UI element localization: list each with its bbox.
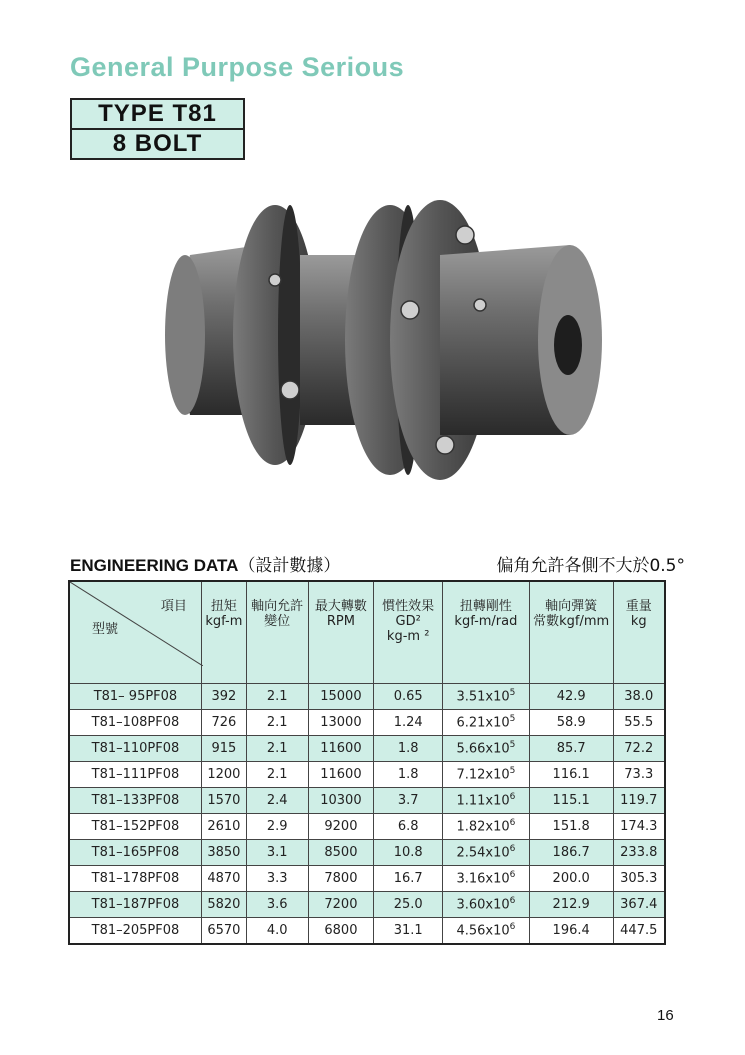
- cell-torque: 3850: [201, 840, 246, 866]
- table-row: [69, 892, 665, 918]
- engineering-data-table: [68, 580, 666, 945]
- engineering-data-heading: [70, 551, 340, 576]
- cell-torque: 2610: [201, 814, 246, 840]
- cell-axial: 2.4: [246, 788, 308, 814]
- cell-gd2: 10.8: [374, 840, 443, 866]
- cell-axial: 3.3: [246, 866, 308, 892]
- cell-gd2: 25.0: [374, 892, 443, 918]
- cell-stiff: $4.56x10^6$: [443, 918, 530, 945]
- cell-gd2: 1.8: [374, 736, 443, 762]
- cell-weight: 233.8: [613, 840, 665, 866]
- cell-spring: 85.7: [529, 736, 613, 762]
- corner-item-label: 項目: [160, 599, 187, 614]
- cell-gd2: 16.7: [374, 866, 443, 892]
- cell-rpm: 9200: [308, 814, 374, 840]
- table-row: [69, 788, 665, 814]
- table-row: [69, 684, 665, 710]
- cell-torque: 6570: [201, 918, 246, 945]
- misalignment-note: 偏角允許各側不大於0.5°: [496, 556, 685, 576]
- cell-gd2: 1.8: [374, 762, 443, 788]
- cell-spring: 115.1: [529, 788, 613, 814]
- corner-diagonal: [70, 582, 203, 666]
- cell-weight: 119.7: [613, 788, 665, 814]
- cell-model: T81–165PF08: [69, 840, 201, 866]
- header-rpm: 最大轉數 RPM: [308, 581, 374, 684]
- type-box: [70, 98, 245, 160]
- table-row: [69, 814, 665, 840]
- header-torque: 扭矩 kgf-m: [201, 581, 246, 684]
- bolt-label: 8 BOLT: [72, 128, 243, 158]
- page-number: 16: [657, 1007, 674, 1024]
- table-header-row: [69, 581, 665, 684]
- table-row: [69, 710, 665, 736]
- cell-rpm: 7800: [308, 866, 374, 892]
- cell-axial: 2.1: [246, 736, 308, 762]
- heading-en: ENGINEERING DATA: [70, 556, 239, 575]
- table-row: [69, 840, 665, 866]
- heading-cn: （設計數據）: [238, 556, 341, 576]
- type-label: TYPE T81: [98, 100, 217, 127]
- table-row: [69, 866, 665, 892]
- cell-torque: 915: [201, 736, 246, 762]
- cell-spring: 116.1: [529, 762, 613, 788]
- cell-stiff: $3.60x10^6$: [443, 892, 530, 918]
- cell-model: T81– 95PF08: [69, 684, 201, 710]
- cell-gd2: 31.1: [374, 918, 443, 945]
- cell-torque: 392: [201, 684, 246, 710]
- cell-spring: 200.0: [529, 866, 613, 892]
- corner-model-label: 型號: [92, 622, 119, 637]
- cell-spring: 186.7: [529, 840, 613, 866]
- cell-weight: 447.5: [613, 918, 665, 945]
- header-stiffness: 扭轉剛性 kgf-m/rad: [443, 581, 530, 684]
- cell-model: T81–108PF08: [69, 710, 201, 736]
- header-gd2: 慣性效果 GD² kg-m ²: [374, 581, 443, 684]
- cell-weight: 72.2: [613, 736, 665, 762]
- cell-stiff: $3.51x10^5$: [443, 684, 530, 710]
- header-axial: 軸向允許 變位: [246, 581, 308, 684]
- cell-axial: 2.1: [246, 684, 308, 710]
- cell-gd2: 6.8: [374, 814, 443, 840]
- cell-stiff: $1.82x10^6$: [443, 814, 530, 840]
- cell-axial: 3.1: [246, 840, 308, 866]
- cell-rpm: 8500: [308, 840, 374, 866]
- cell-model: T81–205PF08: [69, 918, 201, 945]
- cell-gd2: 3.7: [374, 788, 443, 814]
- cell-weight: 367.4: [613, 892, 665, 918]
- cell-torque: 1570: [201, 788, 246, 814]
- cell-model: T81–110PF08: [69, 736, 201, 762]
- cell-weight: 55.5: [613, 710, 665, 736]
- cell-rpm: 11600: [308, 762, 374, 788]
- cell-weight: 73.3: [613, 762, 665, 788]
- cell-model: T81–187PF08: [69, 892, 201, 918]
- table-row: [69, 736, 665, 762]
- cell-rpm: 10300: [308, 788, 374, 814]
- cell-rpm: 13000: [308, 710, 374, 736]
- cell-weight: 38.0: [613, 684, 665, 710]
- cell-spring: 58.9: [529, 710, 613, 736]
- cell-weight: 305.3: [613, 866, 665, 892]
- cell-axial: 2.1: [246, 710, 308, 736]
- cell-stiff: $3.16x10^6$: [443, 866, 530, 892]
- table-row: [69, 918, 665, 945]
- cell-torque: 5820: [201, 892, 246, 918]
- cell-rpm: 15000: [308, 684, 374, 710]
- cell-model: T81–133PF08: [69, 788, 201, 814]
- cell-rpm: 7200: [308, 892, 374, 918]
- cell-axial: 4.0: [246, 918, 308, 945]
- cell-torque: 4870: [201, 866, 246, 892]
- coupling-image: [150, 185, 610, 515]
- cell-axial: 3.6: [246, 892, 308, 918]
- cell-stiff: $2.54x10^6$: [443, 840, 530, 866]
- cell-rpm: 6800: [308, 918, 374, 945]
- cell-spring: 42.9: [529, 684, 613, 710]
- cell-gd2: 0.65: [374, 684, 443, 710]
- cell-stiff: $6.21x10^5$: [443, 710, 530, 736]
- table-row: [69, 762, 665, 788]
- cell-gd2: 1.24: [374, 710, 443, 736]
- cell-stiff: $1.11x10^6$: [443, 788, 530, 814]
- cell-model: T81–111PF08: [69, 762, 201, 788]
- cell-stiff: $7.12x10^5$: [443, 762, 530, 788]
- cell-rpm: 11600: [308, 736, 374, 762]
- cell-axial: 2.1: [246, 762, 308, 788]
- cell-spring: 212.9: [529, 892, 613, 918]
- header-corner: [69, 581, 201, 684]
- page-title: General Purpose Serious: [70, 52, 405, 82]
- cell-spring: 196.4: [529, 918, 613, 945]
- header-spring: 軸向彈簧 常數kgf/mm: [529, 581, 613, 684]
- cell-weight: 174.3: [613, 814, 665, 840]
- cell-model: T81–152PF08: [69, 814, 201, 840]
- cell-model: T81–178PF08: [69, 866, 201, 892]
- cell-torque: 726: [201, 710, 246, 736]
- cell-spring: 151.8: [529, 814, 613, 840]
- header-weight: 重量 kg: [613, 581, 665, 684]
- cell-stiff: $5.66x10^5$: [443, 736, 530, 762]
- cell-torque: 1200: [201, 762, 246, 788]
- cell-axial: 2.9: [246, 814, 308, 840]
